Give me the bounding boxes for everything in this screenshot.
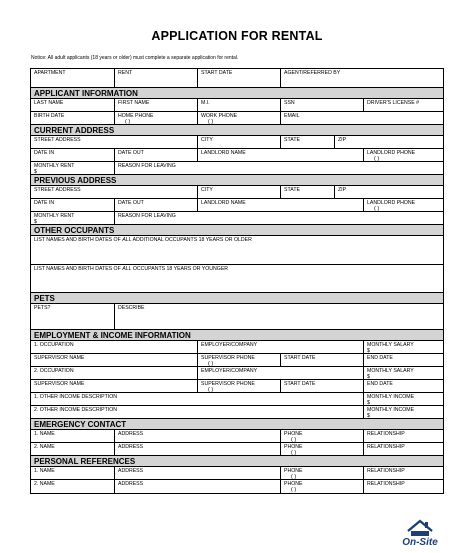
supervisor-1-phone-label: SUPERVISOR PHONE [201,355,255,361]
previous-landlord-phone-field[interactable] [364,199,443,211]
reference-2-phone-label: PHONE [284,481,303,487]
current-city-field[interactable]: CITY [198,136,281,148]
rental-details-row [31,69,443,88]
emergency-2-address-field[interactable]: ADDRESS [115,443,281,455]
supervisor-2-phone-field[interactable] [198,380,281,392]
previous-state-field[interactable]: STATE [281,186,335,198]
work-phone-parens: ( ) [208,119,214,124]
reference-1-relationship-field[interactable]: RELATIONSHIP [367,468,405,474]
work-phone-label: WORK PHONE [201,113,238,119]
salary-2-dollar: $ [367,374,370,379]
logo-chimney-icon [425,522,428,528]
reference-1-phone-parens: ( ) [291,474,297,479]
pets-field[interactable]: PETS? [31,304,115,329]
logo-house-body-icon [411,531,429,536]
current-street-field[interactable]: STREET ADDRESS [31,136,198,148]
monthly-salary-2-label: MONTHLY SALARY [367,368,414,374]
occupation-2-field[interactable]: 2. OCCUPATION [31,367,198,379]
supervisor-1-phone-parens: ( ) [208,361,214,366]
current-monthly-rent-field[interactable] [31,162,115,174]
monthly-income-1-label: MONTHLY INCOME [367,394,415,400]
current-landlord-phone-label: LANDLORD PHONE [367,150,416,156]
previous-date-in-field[interactable]: DATE IN [31,199,115,211]
monthly-income-1-field[interactable] [364,393,443,405]
reference-2-address-field[interactable]: ADDRESS [115,480,281,493]
emergency-1-relationship-field[interactable]: RELATIONSHIP [367,431,405,437]
reference-1-address-field[interactable]: ADDRESS [115,467,281,479]
apartment-field[interactable]: APARTMENT [31,69,115,87]
current-landlord-phone-parens: ( ) [374,156,380,161]
pets-describe-field[interactable]: DESCRIBE [118,305,145,311]
previous-monthly-rent-field[interactable] [31,212,115,224]
other-income-1-row [31,393,443,406]
occupants-adults-row [31,236,443,265]
adult-occupants-label-a: LIST NAMES AND BIRTH DATES OF [34,237,123,243]
monthly-salary-1-field[interactable] [364,341,443,353]
supervisor-2-phone-label: SUPERVISOR PHONE [201,381,255,387]
employment-heading: EMPLOYMENT & INCOME INFORMATION [31,330,443,341]
rental-application-form [30,68,444,494]
emergency-row-1 [31,430,443,443]
previous-city-field[interactable]: CITY [198,186,281,198]
current-landlord-phone-field[interactable] [364,149,443,161]
first-name-field[interactable]: FIRST NAME [115,99,198,111]
current-address-heading: CURRENT ADDRESS [31,125,443,136]
current-rent-dollar: $ [34,169,37,174]
supervisor-1-row [31,354,443,367]
notice-text: Notice: All adult applicants (18 years or older) must complete a separate application for rental. [31,55,239,61]
supervisor-1-phone-field[interactable] [198,354,281,366]
current-date-out-field[interactable]: DATE OUT [115,149,198,161]
emergency-1-name-field[interactable]: 1. NAME [31,430,115,442]
emergency-row-2 [31,443,443,456]
start-date-field[interactable]: START DATE [198,69,281,87]
previous-street-field[interactable]: STREET ADDRESS [31,186,198,198]
emergency-1-phone-label: PHONE [284,431,303,437]
home-phone-field[interactable] [115,112,198,124]
applicant-row-1 [31,99,443,112]
ssn-field[interactable]: SSN [281,99,364,111]
adult-occupants-field[interactable] [31,236,443,264]
supervisor-2-name-field[interactable]: SUPERVISOR NAME [31,380,198,392]
income-2-dollar: $ [367,413,370,418]
current-address-row-1 [31,136,443,149]
emergency-1-address-field[interactable]: ADDRESS [115,430,281,442]
previous-zip-field[interactable]: ZIP [338,187,347,193]
emergency-2-phone-parens: ( ) [291,450,297,455]
emergency-2-relationship-field[interactable]: RELATIONSHIP [367,444,405,450]
other-occupants-heading: OTHER OCCUPANTS [31,225,443,236]
minor-occupants-field[interactable] [31,265,443,292]
other-income-1-field[interactable]: 1. OTHER INCOME DESCRIPTION [31,393,364,405]
employer-2-field[interactable]: EMPLOYER/COMPANY [198,367,364,379]
previous-reason-leaving-field[interactable]: REASON FOR LEAVING [118,213,176,219]
adult-occupants-label-b: ALL [122,237,132,243]
supervisor-1-name-field[interactable]: SUPERVISOR NAME [31,354,198,366]
end-date-1-field[interactable]: END DATE [367,355,393,361]
previous-address-row-2 [31,199,443,212]
emergency-contact-heading: EMERGENCY CONTACT [31,419,443,430]
personal-references-heading: PERSONAL REFERENCES [31,456,443,467]
current-state-field[interactable]: STATE [281,136,335,148]
logo-text: On-Site [402,537,438,548]
applicant-row-2 [31,112,443,125]
emergency-2-name-field[interactable]: 2. NAME [31,443,115,455]
minor-occupants-label-c: OCCUPANTS 18 YEARS OR YOUNGER [131,266,229,272]
previous-landlord-name-field[interactable]: LANDLORD NAME [198,199,364,211]
current-zip-field[interactable]: ZIP [338,137,347,143]
employer-1-field[interactable]: EMPLOYER/COMPANY [198,341,364,353]
occupation-1-field[interactable]: 1. OCCUPATION [31,341,198,353]
pets-row [31,304,443,330]
start-date-2-field[interactable]: START DATE [281,380,364,392]
current-reason-leaving-field[interactable]: REASON FOR LEAVING [118,163,176,169]
monthly-income-2-field[interactable] [364,406,443,418]
reference-1-phone-label: PHONE [284,468,303,474]
reference-2-relationship-field[interactable]: RELATIONSHIP [367,481,405,487]
monthly-salary-2-field[interactable] [364,367,443,379]
drivers-license-field[interactable]: DRIVER'S LICENSE # [367,100,420,106]
previous-landlord-phone-parens: ( ) [374,206,380,211]
reference-2-phone-field[interactable] [281,480,364,493]
reference-row-1 [31,467,443,480]
minor-occupants-label-a: LIST NAMES AND BIRTH DATES OF [34,266,123,272]
previous-landlord-phone-label: LANDLORD PHONE [367,200,416,206]
home-phone-label: HOME PHONE [118,113,154,119]
emergency-2-phone-label: PHONE [284,444,303,450]
other-income-2-field[interactable]: 2. OTHER INCOME DESCRIPTION [31,406,364,418]
email-field[interactable]: EMAIL [284,113,300,119]
middle-initial-field[interactable]: M.I. [198,99,281,111]
current-address-row-2 [31,149,443,162]
minor-occupants-label-b: ALL [122,266,132,272]
current-monthly-rent-label: MONTHLY RENT [34,163,75,169]
occupation-2-row [31,367,443,380]
adult-occupants-label-c: ADDITIONAL OCCUPANTS 18 YEARS OR OLDER [131,237,252,243]
salary-1-dollar: $ [367,348,370,353]
previous-rent-dollar: $ [34,219,37,224]
previous-date-out-field[interactable]: DATE OUT [115,199,198,211]
current-landlord-name-field[interactable]: LANDLORD NAME [198,149,364,161]
current-address-row-3 [31,162,443,175]
income-1-dollar: $ [367,400,370,405]
reference-2-phone-parens: ( ) [291,487,297,493]
emergency-1-phone-parens: ( ) [291,437,297,442]
page-title: APPLICATION FOR RENTAL [151,29,323,43]
home-phone-parens: ( ) [125,119,131,124]
end-date-2-field[interactable]: END DATE [367,381,393,387]
last-name-field[interactable]: LAST NAME [31,99,115,111]
previous-address-row-3 [31,212,443,225]
occupation-1-row [31,341,443,354]
other-income-2-row [31,406,443,419]
previous-monthly-rent-label: MONTHLY RENT [34,213,75,219]
reference-row-2 [31,480,443,493]
previous-address-heading: PREVIOUS ADDRESS [31,175,443,186]
birth-date-field[interactable]: BIRTH DATE [31,112,115,124]
applicant-info-heading: APPLICANT INFORMATION [31,88,443,99]
supervisor-2-phone-parens: ( ) [208,387,214,392]
emergency-1-phone-field[interactable] [281,430,364,442]
monthly-income-2-label: MONTHLY INCOME [367,407,415,413]
pets-heading: PETS [31,293,443,304]
work-phone-field[interactable] [198,112,281,124]
occupants-minors-row [31,265,443,293]
reference-1-name-field[interactable]: 1. NAME [31,467,115,479]
emergency-2-phone-field[interactable] [281,443,364,455]
monthly-salary-1-label: MONTHLY SALARY [367,342,414,348]
previous-address-row-1 [31,186,443,199]
start-date-1-field[interactable]: START DATE [281,354,364,366]
current-date-in-field[interactable]: DATE IN [31,149,115,161]
logo-roof-icon [408,521,432,531]
onsite-logo [398,518,442,548]
reference-1-phone-field[interactable] [281,467,364,479]
rent-field[interactable]: RENT [115,69,198,87]
supervisor-2-row [31,380,443,393]
reference-2-name-field[interactable]: 2. NAME [31,480,115,493]
agent-referred-field[interactable]: AGENT/REFERRED BY [284,70,341,76]
